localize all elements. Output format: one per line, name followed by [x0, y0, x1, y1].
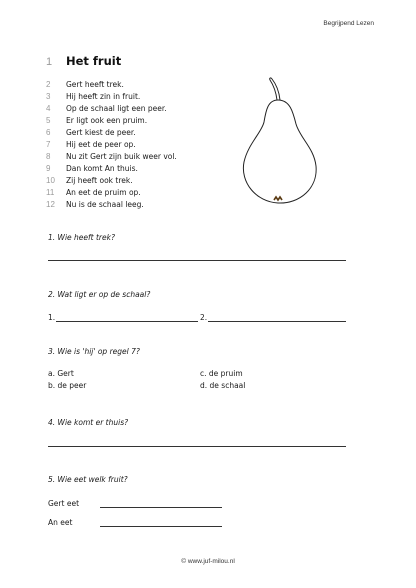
line-number: 10: [46, 175, 55, 185]
line-text: Op de schaal ligt een peer.: [66, 103, 167, 113]
story-line: [46, 174, 177, 186]
answer-line-4[interactable]: [48, 446, 346, 447]
question-1: 1. Wie heeft trek?: [48, 233, 115, 242]
line-text: Hij eet de peer op.: [66, 139, 136, 149]
story-line: [46, 138, 177, 150]
story-line: [46, 102, 177, 114]
line-number: 12: [46, 199, 55, 209]
line-number: 7: [46, 139, 51, 149]
question-5: 5. Wie eet welk fruit?: [48, 475, 128, 484]
option-d[interactable]: d. de schaal: [200, 381, 246, 390]
answer-label-5-2: An eet: [48, 518, 73, 527]
answer-label-2-1: 1.: [48, 313, 56, 322]
line-text: Gert heeft trek.: [66, 79, 124, 89]
pear-stem: [270, 78, 280, 100]
title-line-number: 1: [46, 56, 53, 68]
story-line: [46, 162, 177, 174]
line-number: 2: [46, 79, 51, 89]
story-line: [46, 186, 177, 198]
story-line: [46, 198, 177, 210]
story-line: [46, 150, 177, 162]
story-text: [46, 78, 177, 210]
line-number: 6: [46, 127, 51, 137]
pear-illustration: [238, 70, 322, 210]
footer-copyright: © www.juf-milou.nl: [181, 558, 235, 565]
answer-line-5-2[interactable]: [100, 526, 222, 527]
question-2: 2. Wat ligt er op de schaal?: [48, 290, 151, 299]
answer-line-5-1[interactable]: [100, 507, 222, 508]
line-number: 8: [46, 151, 51, 161]
line-text: Nu is de schaal leeg.: [66, 199, 144, 209]
answer-label-5-1: Gert eet: [48, 499, 80, 508]
line-number: 11: [46, 187, 55, 197]
line-number: 5: [46, 115, 51, 125]
line-text: Dan komt An thuis.: [66, 163, 138, 173]
page-title: Het fruit: [66, 54, 122, 68]
option-b[interactable]: b. de peer: [48, 381, 87, 390]
line-text: Er ligt ook een pruim.: [66, 115, 148, 125]
line-number: 9: [46, 163, 51, 173]
header-category: Begrijpend Lezen: [323, 20, 374, 27]
line-text: An eet de pruim op.: [66, 187, 141, 197]
option-a[interactable]: a. Gert: [48, 369, 74, 378]
story-line: [46, 78, 177, 90]
answer-line-2-1[interactable]: [56, 321, 198, 322]
option-c[interactable]: c. de pruim: [200, 369, 243, 378]
line-text: Gert kiest de peer.: [66, 127, 136, 137]
answer-label-2-2: 2.: [200, 313, 208, 322]
line-number: 3: [46, 91, 51, 101]
line-text: Zij heeft ook trek.: [66, 175, 133, 185]
story-line: [46, 90, 177, 102]
answer-line-2-2[interactable]: [208, 321, 346, 322]
answer-line-1[interactable]: [48, 260, 346, 261]
story-line: [46, 114, 177, 126]
question-3: 3. Wie is 'hij' op regel 7?: [48, 347, 140, 356]
question-4: 4. Wie komt er thuis?: [48, 418, 129, 427]
pear-body: [243, 100, 316, 203]
line-text: Hij heeft zin in fruit.: [66, 91, 141, 101]
line-number: 4: [46, 103, 51, 113]
story-line: [46, 126, 177, 138]
title-row: [46, 54, 121, 68]
line-text: Nu zit Gert zijn buik weer vol.: [66, 151, 177, 161]
